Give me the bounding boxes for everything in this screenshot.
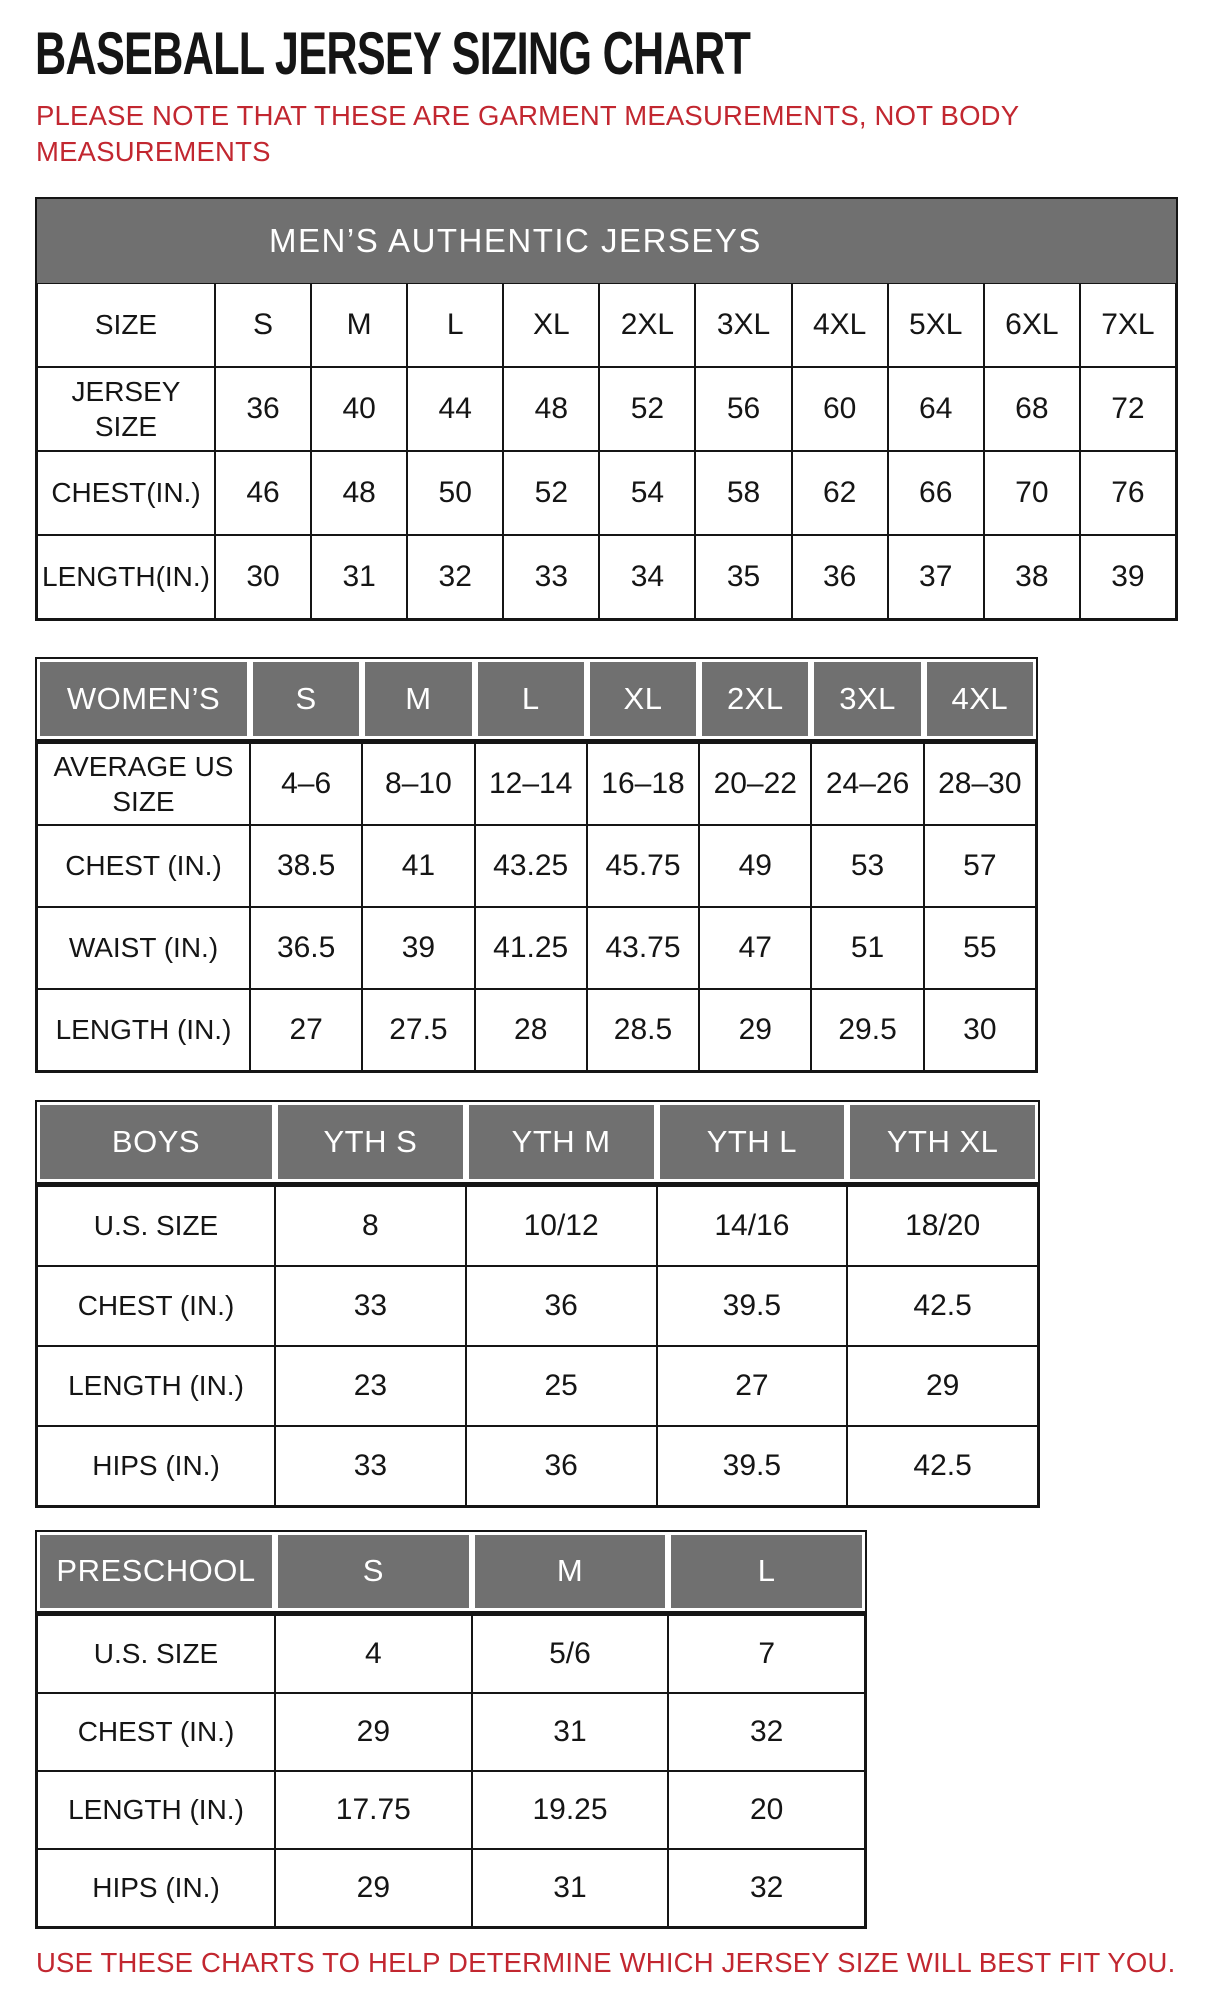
cell-mens-2-5: 58 (695, 451, 791, 535)
header-cell-boys-1: YTH S (275, 1102, 466, 1182)
cell-womens-1-0: 38.5 (250, 825, 362, 907)
boys-table-grid (37, 1186, 1038, 1506)
cell-boys-1-1: 36 (466, 1266, 657, 1346)
cell-mens-3-6: 36 (792, 535, 888, 619)
cell-mens-3-3: 33 (503, 535, 599, 619)
cell-boys-0-1: 10/12 (466, 1186, 657, 1266)
cell-mens-0-9: 7XL (1080, 283, 1176, 367)
header-cell-boys-0: BOYS (37, 1102, 275, 1182)
row-label-mens-2: CHEST(IN.) (37, 451, 215, 535)
womens-sizing-table (35, 657, 1038, 1073)
cell-mens-0-4: 2XL (599, 283, 695, 367)
cell-mens-1-1: 40 (311, 367, 407, 451)
cell-womens-3-0: 27 (250, 989, 362, 1071)
cell-womens-3-2: 28 (475, 989, 587, 1071)
garment-measurements-note (36, 98, 1220, 171)
sizing-chart-page (0, 20, 1220, 1998)
cell-mens-0-8: 6XL (984, 283, 1080, 367)
row-label-preschool-2: LENGTH (IN.) (37, 1771, 275, 1849)
header-cell-preschool-0: PRESCHOOL (37, 1532, 275, 1611)
cell-womens-0-5: 24–26 (811, 743, 923, 825)
cell-preschool-0-0: 4 (275, 1615, 472, 1693)
mens-table-banner-label: MEN’S AUTHENTIC JERSEYS (269, 221, 762, 259)
row-label-boys-0: U.S. SIZE (37, 1186, 275, 1266)
cell-womens-1-3: 45.75 (587, 825, 699, 907)
cell-boys-3-2: 39.5 (657, 1426, 848, 1506)
cell-preschool-2-0: 17.75 (275, 1771, 472, 1849)
cell-mens-2-2: 50 (407, 451, 503, 535)
cell-womens-0-2: 12–14 (475, 743, 587, 825)
cell-mens-0-0: S (215, 283, 311, 367)
cell-mens-1-7: 64 (888, 367, 984, 451)
cell-womens-3-3: 28.5 (587, 989, 699, 1071)
cell-womens-3-1: 27.5 (362, 989, 474, 1071)
cell-womens-2-1: 39 (362, 907, 474, 989)
cell-womens-3-5: 29.5 (811, 989, 923, 1071)
row-label-womens-1: CHEST (IN.) (37, 825, 250, 907)
cell-boys-0-2: 14/16 (657, 1186, 848, 1266)
cell-mens-1-9: 72 (1080, 367, 1176, 451)
cell-preschool-3-2: 32 (668, 1849, 865, 1927)
cell-mens-0-7: 5XL (888, 283, 984, 367)
cell-boys-3-0: 33 (275, 1426, 466, 1506)
row-label-boys-1: CHEST (IN.) (37, 1266, 275, 1346)
mens-table-banner (37, 199, 1176, 283)
row-label-mens-0: SIZE (37, 283, 215, 367)
cell-mens-3-7: 37 (888, 535, 984, 619)
cell-womens-2-4: 47 (699, 907, 811, 989)
cell-womens-2-3: 43.75 (587, 907, 699, 989)
header-cell-preschool-1: S (275, 1532, 472, 1611)
womens-table-header-row (37, 659, 1036, 743)
cell-womens-1-6: 57 (924, 825, 1036, 907)
cell-mens-1-3: 48 (503, 367, 599, 451)
header-cell-boys-3: YTH L (657, 1102, 848, 1182)
cell-womens-2-5: 51 (811, 907, 923, 989)
header-cell-preschool-2: M (472, 1532, 669, 1611)
row-label-preschool-0: U.S. SIZE (37, 1615, 275, 1693)
cell-womens-0-3: 16–18 (587, 743, 699, 825)
cell-mens-2-0: 46 (215, 451, 311, 535)
mens-authentic-jerseys-table (35, 197, 1178, 621)
cell-womens-3-4: 29 (699, 989, 811, 1071)
cell-boys-1-2: 39.5 (657, 1266, 848, 1346)
cell-womens-0-4: 20–22 (699, 743, 811, 825)
cell-mens-3-2: 32 (407, 535, 503, 619)
cell-womens-1-5: 53 (811, 825, 923, 907)
mens-table-grid (37, 283, 1176, 619)
cell-boys-0-3: 18/20 (847, 1186, 1038, 1266)
cell-mens-3-8: 38 (984, 535, 1080, 619)
cell-mens-2-8: 70 (984, 451, 1080, 535)
header-cell-boys-2: YTH M (466, 1102, 657, 1182)
cell-preschool-3-0: 29 (275, 1849, 472, 1927)
cell-preschool-2-2: 20 (668, 1771, 865, 1849)
cell-boys-2-1: 25 (466, 1346, 657, 1426)
cell-mens-0-1: M (311, 283, 407, 367)
cell-preschool-1-1: 31 (472, 1693, 669, 1771)
cell-preschool-2-1: 19.25 (472, 1771, 669, 1849)
cell-boys-3-1: 36 (466, 1426, 657, 1506)
row-label-womens-0: AVERAGE US SIZE (37, 743, 250, 825)
cell-womens-2-6: 55 (924, 907, 1036, 989)
header-cell-womens-1: S (250, 659, 362, 739)
boys-table-header-row (37, 1102, 1038, 1186)
cell-mens-2-4: 54 (599, 451, 695, 535)
row-label-preschool-3: HIPS (IN.) (37, 1849, 275, 1927)
header-cell-womens-5: 2XL (699, 659, 811, 739)
cell-preschool-0-2: 7 (668, 1615, 865, 1693)
cell-mens-1-0: 36 (215, 367, 311, 451)
header-cell-womens-7: 4XL (924, 659, 1036, 739)
cell-womens-0-6: 28–30 (924, 743, 1036, 825)
cell-womens-3-6: 30 (924, 989, 1036, 1071)
cell-mens-1-8: 68 (984, 367, 1080, 451)
cell-boys-2-3: 29 (847, 1346, 1038, 1426)
header-cell-womens-3: L (475, 659, 587, 739)
header-cell-womens-2: M (362, 659, 474, 739)
cell-boys-1-3: 42.5 (847, 1266, 1038, 1346)
page-title (35, 20, 1220, 87)
boys-sizing-table (35, 1100, 1040, 1508)
header-cell-womens-6: 3XL (811, 659, 923, 739)
header-cell-womens-4: XL (587, 659, 699, 739)
cell-mens-2-3: 52 (503, 451, 599, 535)
womens-table-grid (37, 743, 1036, 1071)
cell-womens-1-4: 49 (699, 825, 811, 907)
cell-mens-2-7: 66 (888, 451, 984, 535)
cell-mens-1-4: 52 (599, 367, 695, 451)
cell-preschool-1-0: 29 (275, 1693, 472, 1771)
cell-boys-1-0: 33 (275, 1266, 466, 1346)
row-label-mens-3: LENGTH(IN.) (37, 535, 215, 619)
garment-note-line-1: PLEASE NOTE THAT THESE ARE GARMENT MEASUREMENTS, NOT BODY (36, 100, 1020, 131)
cell-mens-0-2: L (407, 283, 503, 367)
cell-boys-3-3: 42.5 (847, 1426, 1038, 1506)
cell-mens-0-3: XL (503, 283, 599, 367)
cell-mens-0-5: 3XL (695, 283, 791, 367)
cell-preschool-0-1: 5/6 (472, 1615, 669, 1693)
row-label-womens-2: WAIST (IN.) (37, 907, 250, 989)
row-label-boys-2: LENGTH (IN.) (37, 1346, 275, 1426)
cell-mens-2-9: 76 (1080, 451, 1176, 535)
row-label-boys-3: HIPS (IN.) (37, 1426, 275, 1506)
preschool-sizing-table (35, 1530, 867, 1929)
cell-mens-1-5: 56 (695, 367, 791, 451)
garment-note-line-2: MEASUREMENTS (36, 136, 271, 168)
cell-womens-2-2: 41.25 (475, 907, 587, 989)
row-label-mens-1: JERSEY SIZE (37, 367, 215, 451)
cell-mens-3-9: 39 (1080, 535, 1176, 619)
cell-preschool-1-2: 32 (668, 1693, 865, 1771)
cell-mens-3-1: 31 (311, 535, 407, 619)
cell-womens-2-0: 36.5 (250, 907, 362, 989)
cell-mens-2-6: 62 (792, 451, 888, 535)
cell-mens-3-5: 35 (695, 535, 791, 619)
header-cell-boys-4: YTH XL (847, 1102, 1038, 1182)
cell-womens-0-0: 4–6 (250, 743, 362, 825)
preschool-table-grid (37, 1615, 865, 1927)
cell-boys-2-2: 27 (657, 1346, 848, 1426)
cell-mens-1-2: 44 (407, 367, 503, 451)
cell-womens-0-1: 8–10 (362, 743, 474, 825)
page-title-text: BASEBALL JERSEY SIZING CHART (35, 20, 751, 87)
cell-mens-3-0: 30 (215, 535, 311, 619)
cell-boys-2-0: 23 (275, 1346, 466, 1426)
row-label-preschool-1: CHEST (IN.) (37, 1693, 275, 1771)
cell-mens-0-6: 4XL (792, 283, 888, 367)
cell-womens-1-1: 41 (362, 825, 474, 907)
fit-advice-note: USE THESE CHARTS TO HELP DETERMINE WHICH JERSEY SIZE WILL BEST FIT YOU. (36, 1946, 1176, 1978)
cell-boys-0-0: 8 (275, 1186, 466, 1266)
cell-mens-2-1: 48 (311, 451, 407, 535)
cell-preschool-3-1: 31 (472, 1849, 669, 1927)
row-label-womens-3: LENGTH (IN.) (37, 989, 250, 1071)
header-cell-womens-0: WOMEN’S (37, 659, 250, 739)
cell-womens-1-2: 43.25 (475, 825, 587, 907)
header-cell-preschool-3: L (668, 1532, 865, 1611)
cell-mens-3-4: 34 (599, 535, 695, 619)
preschool-table-header-row (37, 1532, 865, 1615)
cell-mens-1-6: 60 (792, 367, 888, 451)
